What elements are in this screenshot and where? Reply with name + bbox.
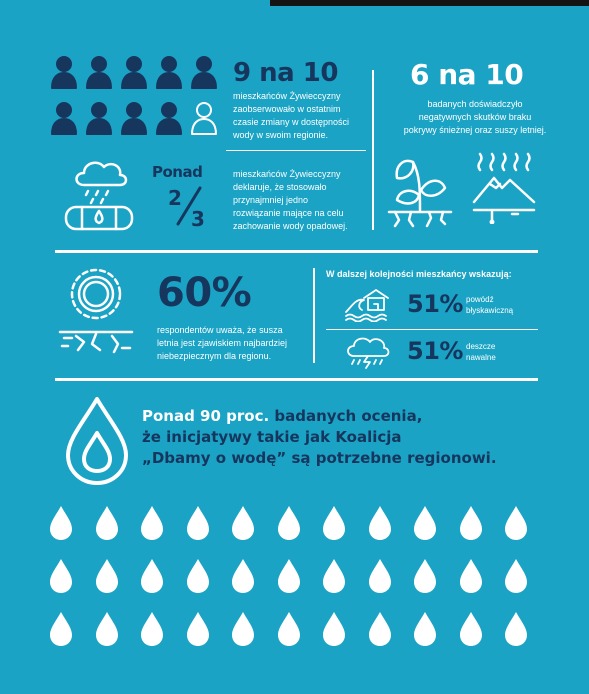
summary-text: [142, 406, 562, 469]
divider-full-1: [55, 250, 538, 253]
droplet-icon: [321, 558, 347, 598]
droplet-icon: [412, 611, 438, 651]
dry-plant-icon: [385, 150, 455, 228]
person-icon-filled: [50, 55, 78, 89]
droplet-grid: [48, 505, 548, 665]
stat-two-thirds-denominator: 3: [191, 207, 205, 231]
droplet-icon: [185, 558, 211, 598]
summary-line1-rest: badanych ocenia,: [269, 407, 423, 425]
droplet-icon: [321, 505, 347, 545]
droplet-icon: [185, 611, 211, 651]
rain-label: deszcze nawalne: [466, 342, 496, 362]
rain-percent: 51%: [407, 337, 463, 365]
droplet-icon: [367, 505, 393, 545]
droplet-icon: [503, 558, 529, 598]
droplet-icon: [139, 558, 165, 598]
droplet-icon: [230, 611, 256, 651]
droplet-icon: [185, 505, 211, 545]
rain-barrel-icon: [62, 155, 137, 233]
person-icon-filled: [155, 101, 183, 135]
storm-icon: [344, 334, 392, 370]
droplet-icon: [94, 611, 120, 651]
droplet-icon: [458, 505, 484, 545]
flood-label: powódź błyskawiczną: [466, 295, 514, 315]
flood-percent: 51%: [407, 290, 463, 318]
person-icon-filled: [120, 55, 148, 89]
summary-line2: że inicjatywy takie jak Koalicja: [142, 428, 402, 446]
people-grid: [50, 55, 220, 140]
stat-two-thirds-desc: mieszkańców Żywieccyzny deklaruje, że stosowało przynajmniej jedno rozwiązanie mające na celu zachowanie wody opadowej.: [233, 169, 348, 231]
person-icon-filled: [190, 55, 218, 89]
droplet-icon: [230, 558, 256, 598]
stat-two-thirds-prefix: Ponad: [152, 163, 203, 181]
droplet-icon: [139, 505, 165, 545]
person-icon-filled: [50, 101, 78, 135]
person-icon-filled: [85, 101, 113, 135]
droplet-icon: [503, 505, 529, 545]
stat-60-percent-value: 60%: [157, 270, 252, 316]
droplet-icon: [48, 611, 74, 651]
stat-60-percent-desc: respondentów uważa, że susza letnia jest zjawiskiem najbardziej niebezpiecznym dla regionu.: [157, 325, 288, 361]
droplet-icon: [48, 558, 74, 598]
hazards-heading: W dalszej kolejności mieszkańcy wskazują:: [326, 269, 512, 279]
droplet-icon: [94, 505, 120, 545]
droplet-icon: [503, 611, 529, 651]
stat-9-of-10-desc: mieszkańców Żywieccyzny zaobserwowało w ostatnim czasie zmiany w dostępności wody w swoim regionie.: [233, 91, 350, 140]
water-drop-icon: [62, 395, 132, 487]
divider-short: [226, 150, 366, 151]
summary-highlight: Ponad 90 proc.: [142, 407, 270, 425]
droplet-icon: [276, 611, 302, 651]
sun-drought-icon: [56, 266, 136, 361]
droplet-icon: [230, 505, 256, 545]
divider-hazards: [326, 329, 538, 330]
person-icon-filled: [155, 55, 183, 89]
droplet-icon: [458, 611, 484, 651]
top-bar: [270, 0, 589, 6]
droplet-icon: [412, 558, 438, 598]
divider-full-2: [55, 378, 538, 381]
stat-6-of-10-desc: badanych doświadczyło negatywnych skutków braku pokrywy śnieżnej oraz suszy letniej.: [403, 99, 547, 135]
droplet-icon: [458, 558, 484, 598]
droplet-icon: [94, 558, 120, 598]
droplet-icon: [276, 558, 302, 598]
droplet-icon: [276, 505, 302, 545]
droplet-icon: [139, 611, 165, 651]
droplet-icon: [367, 558, 393, 598]
summary-line3: „Dbamy o wodę” są potrzebne regionowi.: [142, 449, 497, 467]
stat-9-of-10-value: 9 na 10: [233, 58, 338, 88]
droplet-icon: [412, 505, 438, 545]
droplet-icon: [367, 611, 393, 651]
flood-icon: [344, 286, 392, 322]
stat-6-of-10-value: 6 na 10: [410, 58, 524, 91]
person-icon-empty: [190, 101, 218, 135]
droplet-icon: [321, 611, 347, 651]
person-icon-filled: [85, 55, 113, 89]
divider-vertical-2: [313, 268, 315, 363]
person-icon-filled: [120, 101, 148, 135]
droplet-icon: [48, 505, 74, 545]
heat-mountain-icon: [470, 152, 538, 224]
stat-two-thirds-numerator: 2: [168, 186, 182, 210]
